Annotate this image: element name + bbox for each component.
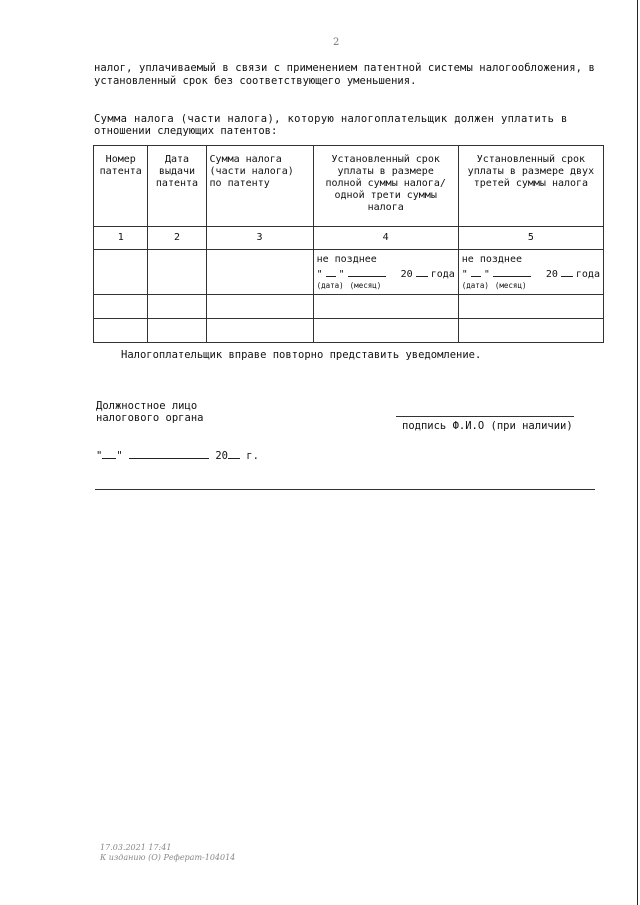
quote: " — [483, 269, 490, 280]
quote: " — [96, 450, 103, 462]
column-number-row — [94, 227, 604, 250]
table-cell — [94, 319, 148, 343]
column-number: 1 — [94, 227, 148, 250]
year-suffix: года — [575, 269, 600, 280]
page-number: 2 — [333, 37, 340, 48]
signature-caption: подпись Ф.И.О (при наличии) — [402, 420, 573, 432]
signing-date — [96, 447, 259, 462]
table-intro-line-1: Сумма налога (части налога), которую налогоплательщик должен уплатить в — [94, 113, 568, 125]
stamp-timestamp: 17.03.2021 17:41 — [100, 843, 172, 852]
year-suffix: года — [430, 269, 455, 280]
month-label: (месяц) — [494, 281, 527, 290]
table-row — [94, 319, 604, 343]
day-blank — [471, 266, 481, 277]
intro-line-1: налог, уплачиваемый в связи с применением патентной системы налогообложения, в — [94, 62, 595, 74]
month-blank — [348, 266, 386, 277]
day-blank — [326, 266, 336, 277]
patents-table — [93, 145, 604, 343]
month-label: (месяц) — [349, 281, 382, 290]
table-cell — [458, 319, 603, 343]
intro-line-2: установленный срок без соответствующего уменьшения. — [94, 75, 417, 87]
stamp-reference: К изданию (О) Реферат-104014 — [100, 853, 236, 862]
official-title-line-2: налогового органа — [96, 412, 204, 424]
page-right-border — [637, 0, 638, 905]
deadline-full-cell — [313, 250, 458, 295]
repeat-notice: Налогоплательщик вправе повторно представить уведомление. — [121, 349, 482, 361]
day-label: (дата) — [461, 281, 489, 290]
quote: " — [461, 269, 468, 280]
section-divider — [95, 489, 595, 490]
year-blank — [416, 266, 428, 277]
not-later-text: не позднее — [316, 254, 377, 265]
quote: " — [338, 269, 345, 280]
header-deadline-full: Установленный срок уплаты в размере полной суммы налога/ одной трети суммы налога — [313, 146, 458, 227]
deadline-two-thirds-cell — [458, 250, 603, 295]
column-number: 5 — [458, 227, 603, 250]
table-row — [94, 250, 604, 295]
table-cell — [313, 319, 458, 343]
table-cell — [148, 295, 206, 319]
quote: " — [316, 269, 323, 280]
day-blank — [102, 447, 116, 459]
table-cell — [458, 295, 603, 319]
table-cell — [148, 250, 206, 295]
year-suffix: г. — [246, 450, 259, 462]
table-header-row — [94, 146, 604, 227]
column-number: 3 — [206, 227, 313, 250]
month-blank — [129, 447, 209, 459]
not-later-text: не позднее — [461, 254, 522, 265]
table-cell — [206, 319, 313, 343]
year-prefix: 20 — [545, 269, 558, 280]
header-patent-number: Номер патента — [94, 146, 148, 227]
table-cell — [94, 250, 148, 295]
table-cell — [148, 319, 206, 343]
table-intro-line-2: отношении следующих патентов: — [94, 125, 278, 137]
table-cell — [206, 250, 313, 295]
year-blank — [561, 266, 573, 277]
day-label: (дата) — [316, 281, 344, 290]
year-prefix: 20 — [215, 450, 228, 462]
table-cell — [313, 295, 458, 319]
official-title-line-1: Должностное лицо — [96, 400, 198, 412]
table-cell — [206, 295, 313, 319]
signature-line — [396, 416, 574, 417]
month-blank — [493, 266, 531, 277]
column-number: 4 — [313, 227, 458, 250]
quote: " — [116, 450, 123, 462]
header-tax-amount: Сумма налога (части налога) по патенту — [206, 146, 313, 227]
header-deadline-two-thirds: Установленный срок уплаты в размере двух третей суммы налога — [458, 146, 603, 227]
header-issue-date: Дата выдачи патента — [148, 146, 206, 227]
year-blank — [228, 447, 240, 459]
table-cell — [94, 295, 148, 319]
print-stamp — [100, 843, 235, 863]
year-prefix: 20 — [400, 269, 413, 280]
table-row — [94, 295, 604, 319]
column-number: 2 — [148, 227, 206, 250]
